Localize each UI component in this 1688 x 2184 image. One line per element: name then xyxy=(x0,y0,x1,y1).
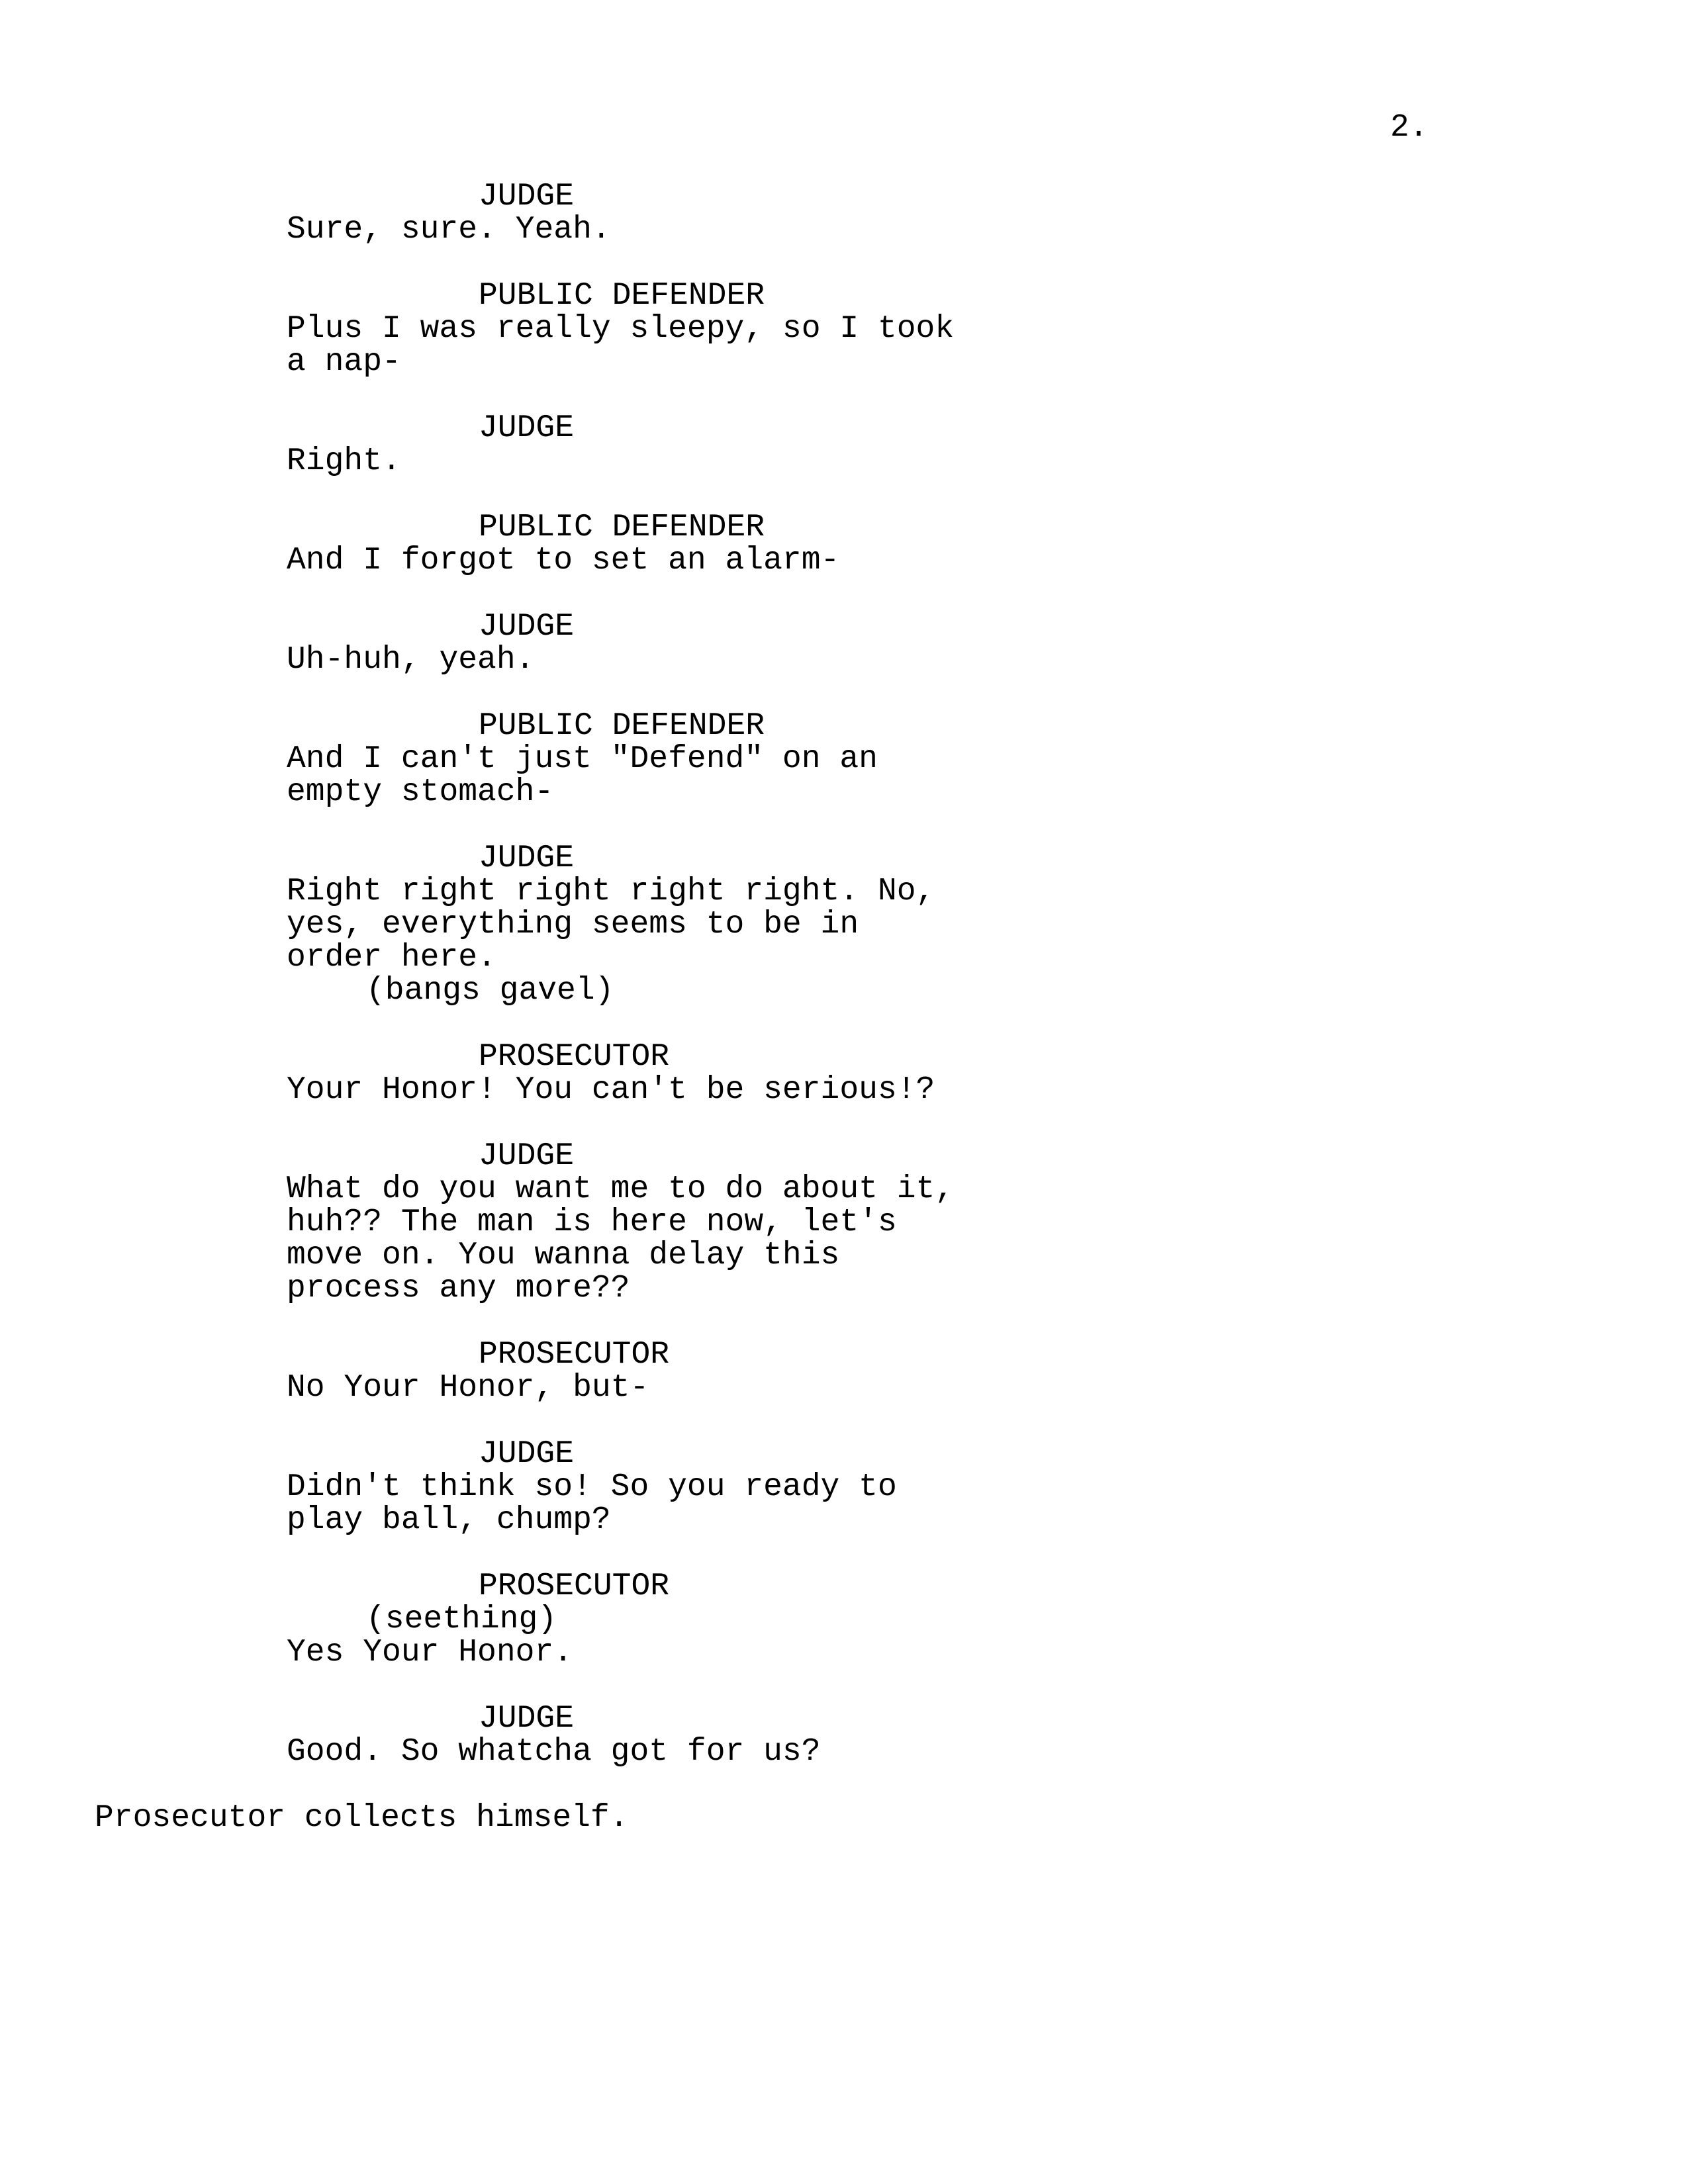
dialogue-line: Right right right right right. No, xyxy=(287,874,935,909)
dialogue-block xyxy=(287,511,1412,577)
dialogue-block xyxy=(287,1338,1412,1404)
action-block xyxy=(95,1801,1412,1835)
character-name: PUBLIC DEFENDER xyxy=(479,510,765,545)
character-name: PROSECUTOR xyxy=(479,1569,670,1604)
dialogue-line: Good. So whatcha got for us? xyxy=(287,1734,821,1770)
dialogue-line: a nap- xyxy=(287,344,401,380)
dialogue-block xyxy=(287,1702,1412,1768)
character-name: JUDGE xyxy=(479,841,575,876)
dialogue-line: Sure, sure. Yeah. xyxy=(287,212,611,248)
dialogue-block xyxy=(287,1140,1412,1305)
character-name: JUDGE xyxy=(479,1138,575,1174)
dialogue-line: move on. You wanna delay this xyxy=(287,1238,840,1273)
action-line: Prosecutor collects himself. xyxy=(95,1800,629,1836)
character-name: PUBLIC DEFENDER xyxy=(479,708,765,744)
dialogue-line: Right. xyxy=(287,443,401,479)
dialogue-line: Plus I was really sleepy, so I took xyxy=(287,311,955,347)
character-name: JUDGE xyxy=(479,1436,575,1472)
dialogue-line: And I can't just "Defend" on an xyxy=(287,741,878,777)
dialogue-block xyxy=(287,842,1412,1007)
dialogue-line: And I forgot to set an alarm- xyxy=(287,543,840,578)
character-name: JUDGE xyxy=(479,410,575,446)
dialogue-line: No Your Honor, but- xyxy=(287,1370,649,1406)
dialogue-line: empty stomach- xyxy=(287,774,554,810)
dialogue-block xyxy=(287,1040,1412,1107)
character-name: PROSECUTOR xyxy=(479,1337,670,1373)
character-name: PUBLIC DEFENDER xyxy=(479,278,765,314)
dialogue-line: process any more?? xyxy=(287,1271,630,1306)
dialogue-block xyxy=(287,279,1412,379)
dialogue-line: huh?? The man is here now, let's xyxy=(287,1205,897,1240)
dialogue-line: Uh-huh, yeah. xyxy=(287,642,535,678)
character-name: JUDGE xyxy=(479,1701,575,1737)
dialogue-line: What do you want me to do about it, xyxy=(287,1171,955,1207)
dialogue-block xyxy=(287,180,1412,246)
character-name: JUDGE xyxy=(479,179,575,214)
dialogue-line: Your Honor! You can't be serious!? xyxy=(287,1072,935,1108)
dialogue-line: Yes Your Honor. xyxy=(287,1635,573,1670)
dialogue-block xyxy=(287,1570,1412,1669)
page-number: 2. xyxy=(1390,110,1429,146)
dialogue-line: play ball, chump? xyxy=(287,1502,611,1538)
character-name: JUDGE xyxy=(479,609,575,645)
parenthetical: (bangs gavel) xyxy=(366,973,614,1009)
script-body xyxy=(95,179,1412,1868)
character-name: PROSECUTOR xyxy=(479,1039,670,1075)
dialogue-line: Didn't think so! So you ready to xyxy=(287,1469,897,1505)
dialogue-line: yes, everything seems to be in xyxy=(287,907,859,942)
dialogue-line: order here. xyxy=(287,940,496,976)
dialogue-block xyxy=(287,412,1412,478)
dialogue-block xyxy=(287,709,1412,809)
dialogue-block xyxy=(287,610,1412,676)
parenthetical: (seething) xyxy=(366,1602,557,1637)
dialogue-block xyxy=(287,1437,1412,1537)
